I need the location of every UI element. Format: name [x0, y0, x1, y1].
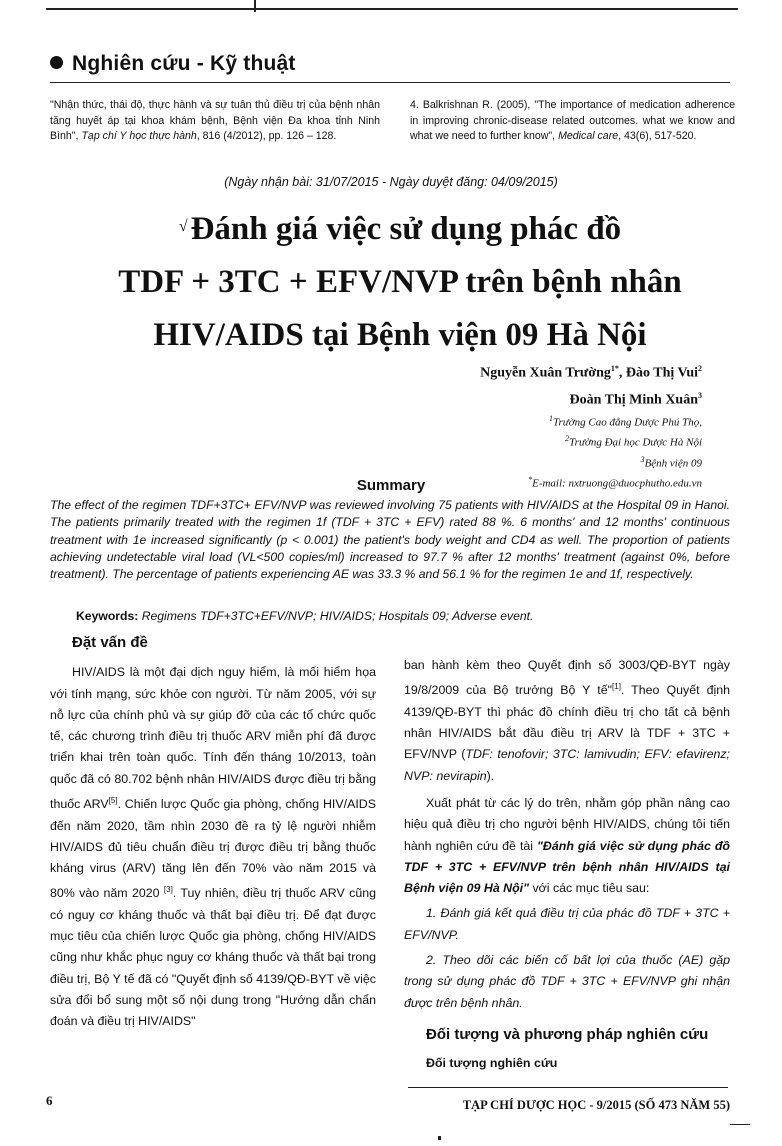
reference-right	[410, 98, 735, 145]
summary-text: The effect of the regimen TDF+3TC+ EFV/NVP was reviewed involving 75 patients with HIV/AIDS at the Hospital 09 in Hanoi. The patients primarily treated with the regimen 1f (TDF + 3TC + EFV) rated 88 %. 6 months' and 12 months' continuous treatment with 1e increased significantly (p < 0.001) the patient's body weight and CD4 as well. The proportion of patients achieving undetectable viral load (VL<500 copies/ml) increased to 97.7 % after 12 months' treatment (against 0%, before treatment). The percentage of patients experiencing AE was 33.3 % and 56.1 % for the regimen 1e and 1f, respectively.	[50, 498, 730, 582]
keywords-text: Regimens TDF+3TC+EFV/NVP; HIV/AIDS; Hospitals 09; Adverse event.	[138, 609, 534, 623]
top-tick	[254, 0, 256, 12]
author-block	[480, 358, 702, 492]
section-header	[50, 52, 296, 76]
keywords-label: Keywords:	[76, 609, 139, 623]
left-column	[50, 632, 376, 1033]
study-title: "Đánh giá việc sử dụng phác đồ TDF + 3TC + EFV/NVP trên bệnh nhân HIV/AIDS tại Bệnh viện 09 Hà Nội"	[404, 838, 730, 896]
affiliation	[480, 431, 702, 451]
reference-left	[50, 98, 380, 145]
section-title: Nghiên cứu - Kỹ thuật	[72, 52, 296, 75]
title-text: Đánh giá việc sử dụng phác đồ	[190, 211, 622, 247]
aff-text: Trường Cao đẳng Dược Phú Thọ,	[552, 416, 702, 429]
author-line-1	[480, 358, 702, 385]
affiliation	[480, 452, 702, 472]
header-rule	[50, 82, 730, 83]
ref-text: medication adherence in improving chronic-disease	[410, 99, 735, 127]
aff-sup: *	[528, 474, 533, 484]
author-sup: 2	[698, 364, 702, 373]
citation: [1]	[612, 682, 621, 692]
para-text: . Chiến lược Quốc gia phòng, chống HIV/AIDS đến năm 2020, tầm nhìn 2030 đề ra tỷ lệ người nhiễm HIV/AIDS đủ tiêu chuẩn điều trị được điều trị bằng thuốc kháng virus (ARV) tăng lên đến 70% vào năm 2015 và 80% vào năm 2020	[50, 797, 376, 901]
ref-text: , 816 (4/2012), pp. 126 – 128.	[196, 130, 337, 142]
ref-journal: Medical care	[558, 130, 619, 142]
objective-text: 1. Đánh giá kết quả điều trị của phác đồ TDF + 3TC + EFV/NVP.	[404, 906, 730, 942]
author-name: Đoàn Thị Minh Xuân	[569, 392, 698, 408]
received-dates: (Ngày nhận bài: 31/07/2015 - Ngày duyệt đăng: 04/09/2015)	[224, 175, 558, 189]
ref-journal: Tạp chí Y học thực	[81, 130, 171, 142]
aff-sup: 1	[548, 414, 553, 424]
ref-journal: hành	[173, 130, 197, 142]
ref-text: , 43(6), 517-520.	[618, 130, 697, 142]
para-text: HIV/AIDS là một đại dịch nguy hiểm, là mối hiểm họa với tính mạng, sức khỏe con người. Từ năm 2005, với sự nỗ lực của chính phủ và sự giúp đỡ của các tổ chức quốc tế, các chương trình điều trị thuốc ARV miễn phí đã được triển khai trên toàn quốc. Tính đến tháng 10/2013, toàn quốc đã có 80.702 bệnh nhân HIV/AIDS được điều trị bằng thuốc ARV	[50, 665, 376, 812]
scan-mark	[438, 1136, 441, 1140]
aff-text: Trường Đại học Dược Hà Nội	[569, 437, 702, 450]
aff-sup: 3	[640, 454, 645, 464]
objective-1	[404, 903, 730, 946]
email-text: E-mail: nxtruong@duocphutho.edu.vn	[532, 477, 702, 490]
para-text: ban hành kèm theo Quyết định số 3003/QĐ-BYT ngày 19/8/2009 của Bộ trưởng Bộ Y tế"	[404, 658, 730, 698]
footer-rule	[408, 1087, 728, 1088]
title-line: TDF + 3TC + EFV/NVP trên bệnh nhân	[118, 264, 682, 300]
para-text: . Theo Quyết định 4139/QĐ-BYT thì phác đồ chính điều trị cho tất cả bệnh nhân HIV/AIDS bắt đầu điều trị ARV là TDF + 3TC + EFV/NVP (	[404, 683, 731, 762]
journal-footer: TẠP CHÍ DƯỢC HỌC - 9/2015 (SỐ 473 NĂM 55)	[462, 1098, 730, 1112]
ref-text: Bệnh viện Đa khoa tỉnh Ninh Bình",	[50, 114, 380, 142]
ref-text: 4. Balkrishnan R. (2005), "The importance of	[410, 99, 626, 111]
top-border	[46, 0, 738, 20]
keywords	[76, 609, 736, 623]
right-column	[404, 655, 730, 1074]
subheading-subjects: Đối tượng nghiên cứu	[426, 1056, 558, 1071]
author-line-2	[480, 385, 702, 412]
scan-mark	[730, 1124, 750, 1125]
heading-introduction: Đặt vấn đề	[72, 634, 148, 651]
bullet-icon	[50, 56, 63, 69]
abbreviations: TDF: tenofovir; 3TC: lamivudin; EFV: efavirenz; NVP: nevirapin	[404, 747, 730, 783]
summary-heading: Summary	[356, 477, 426, 494]
author-name: , Đào Thị Vui	[618, 365, 698, 381]
citation: [3]	[163, 885, 173, 895]
para-text: Xuất phát từ các lý do trên, nhằm góp phần nâng cao hiệu quả điều trị cho người bệnh HIV/AIDS, chúng tôi tiến hành nghiên cứu đề tài	[404, 795, 730, 853]
ref-text: "Nhận thức, thái độ, thực hành và sự tuân thủ điều	[50, 99, 294, 111]
right-paragraph-1	[404, 655, 730, 787]
right-paragraph-2	[404, 793, 730, 899]
page-number: 6	[46, 1093, 53, 1108]
article-title	[60, 200, 740, 362]
ref-text: related outcomes. what we know and what we need to	[410, 114, 735, 142]
author-sup: 3	[698, 390, 702, 400]
para-text: với các mục tiêu sau:	[529, 881, 650, 896]
aff-sup: 2	[565, 434, 570, 444]
ref-text: further know",	[490, 130, 559, 142]
author-name: Nguyễn Xuân Trường	[480, 365, 611, 381]
top-rule	[46, 8, 738, 10]
objective-text: 2. Theo dõi các biến cố bất lợi của thuốc (AE) gặp trong sử dụng phác đồ TDF + 3TC + EFV/NVP ghi nhận được trên bệnh nhân.	[404, 952, 730, 1010]
para-text: . Tuy nhiên, điều trị thuốc ARV cũng có nguy cơ kháng thuốc và thất bại điều trị. Để đạt được mục tiêu của chiến lược Quốc gia phòng, chống HIV/AIDS cũng như khắc phục nguy cơ kháng thuốc và thất bại trong điều trị, Bộ Y tế đã có "Quyết định số 4139/QĐ-BYT về việc sửa đổi bổ sung một số nội dung trong "Hướng dẫn chẩn đoán và điều trị HIV/AIDS"	[50, 886, 376, 1029]
para-text: ).	[486, 768, 495, 783]
aff-text: Bệnh viện 09	[644, 457, 702, 470]
heading-methods: Đối tượng và phương pháp nghiên cứu	[426, 1025, 709, 1043]
intro-paragraph	[50, 662, 376, 1032]
author-sup: 1*	[610, 364, 619, 373]
citation: [5]	[108, 796, 118, 806]
check-mark-icon: √	[178, 218, 188, 235]
title-line	[60, 200, 740, 256]
objective-2	[404, 950, 730, 1014]
ref-text: trị của bệnh nhân tăng huyết áp tại khoa khám bệnh,	[50, 99, 380, 127]
title-line: HIV/AIDS tại Bệnh viện 09 Hà Nội	[153, 317, 647, 353]
affiliation	[480, 411, 702, 431]
